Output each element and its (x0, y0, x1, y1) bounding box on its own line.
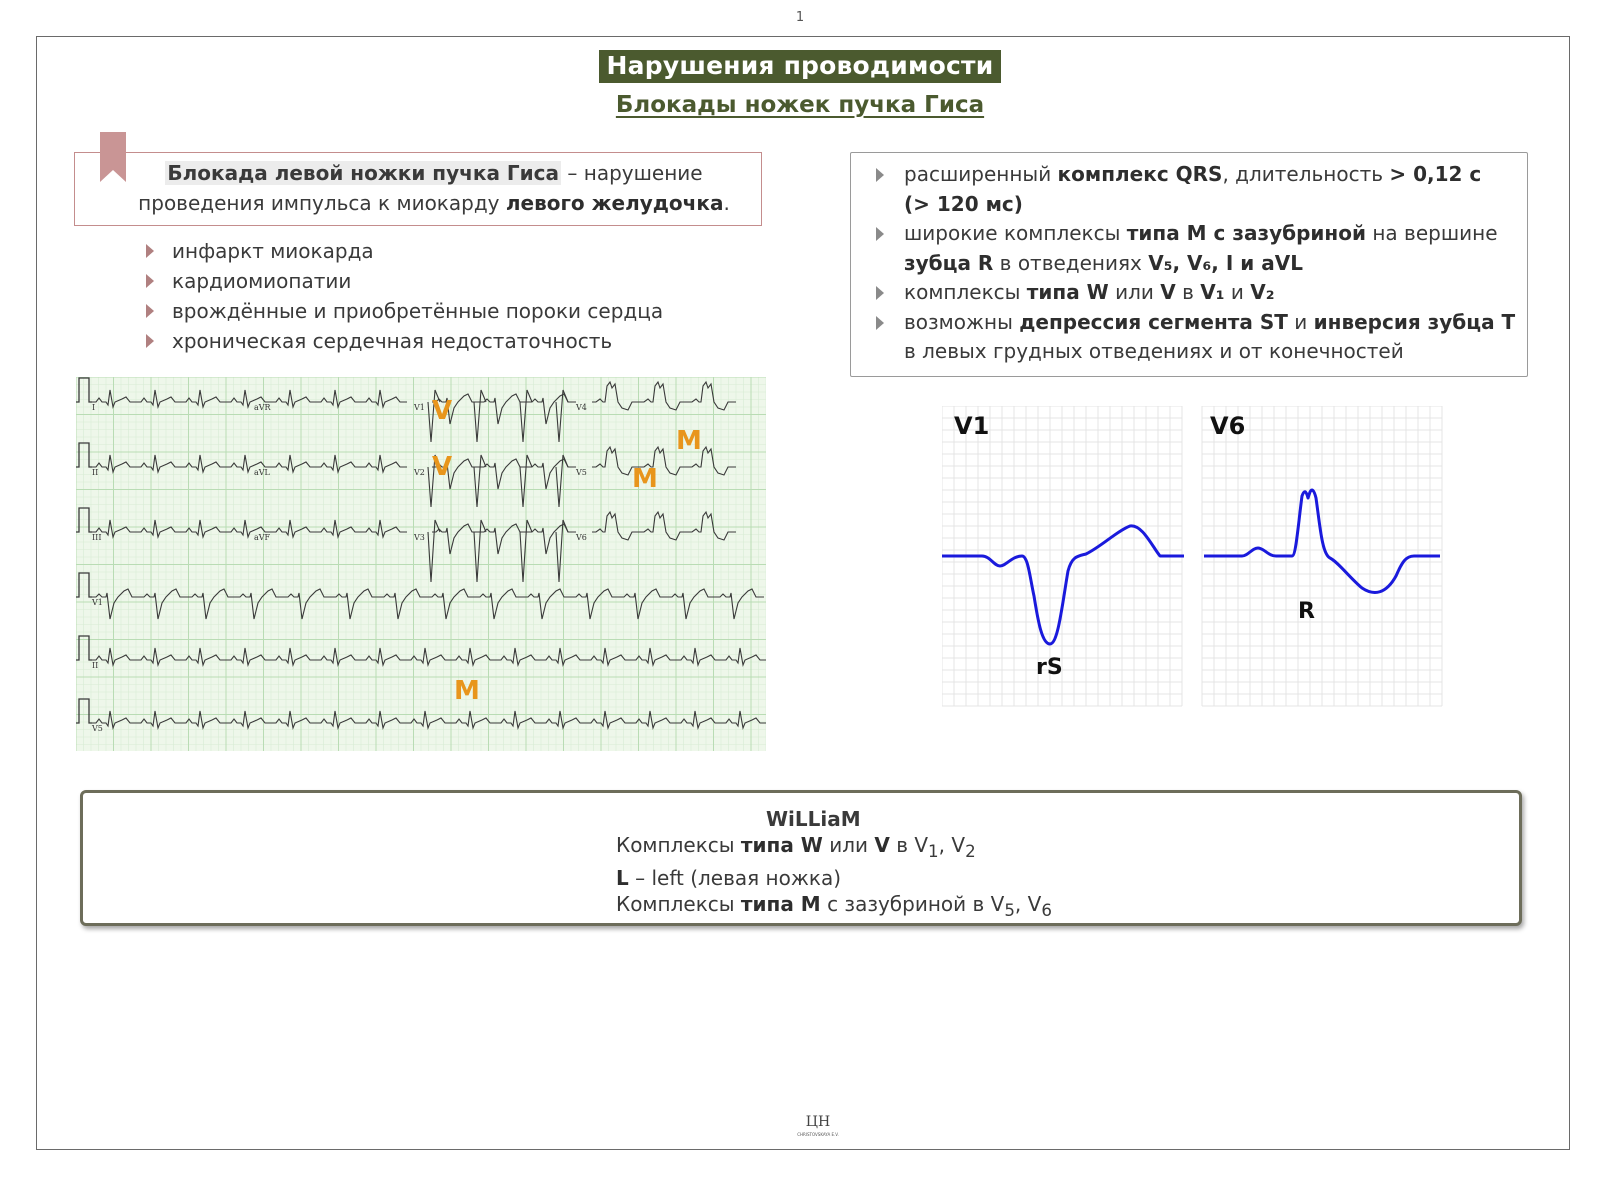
bullet-arrow-icon (146, 334, 154, 348)
definition-text-1: – нарушение (561, 161, 703, 185)
lead-label: V2 (414, 468, 425, 477)
mnemonic-line-3: Комплексы типа М с зазубриной в $V_5$, $V_6$ (616, 892, 1052, 920)
v1-label: V1 (954, 412, 990, 440)
criteria-text: в левых грудных отведениях и от конечностей (904, 339, 1404, 363)
mnemonic-text (616, 806, 1436, 924)
schematic-ecg-image (942, 406, 1450, 716)
criteria-bold: V₅, V₆, I и aVL (1148, 250, 1303, 275)
lead-label: V4 (576, 403, 587, 412)
lead-label: III (92, 533, 102, 542)
causes-list (146, 236, 663, 356)
list-item (876, 278, 1516, 308)
logo-mark: ЦН (805, 1114, 831, 1130)
mnemonic-line-2: L – left (левая ножка) (616, 866, 842, 890)
criteria-text: расширенный (904, 162, 1058, 186)
criteria-bold: > 0,12 с (1389, 162, 1482, 186)
definition-text-2: проведения импульса к миокарду (138, 191, 506, 215)
lead-label: V1 (92, 598, 103, 607)
lead-label: V5 (576, 468, 587, 477)
definition-bold: левого желудочка (505, 191, 724, 215)
ecg-annotation: V (432, 452, 453, 482)
lead-label: V6 (576, 533, 587, 542)
criteria-bold: типа М с зазубриной (1126, 221, 1366, 245)
ecg-annotation: M (676, 426, 702, 456)
criteria-list (876, 160, 1516, 367)
criteria-bold: зубца R (904, 250, 994, 275)
bullet-arrow-icon (876, 316, 884, 330)
page-subtitle: Блокады ножек пучка Гиса (615, 92, 985, 118)
bullet-arrow-icon (876, 286, 884, 300)
bullet-arrow-icon (876, 227, 884, 241)
definition-end: . (723, 191, 730, 215)
list-item (146, 326, 663, 356)
author-logo (786, 1110, 850, 1142)
ecg-annotation: M (632, 464, 658, 494)
ecg-strip-image (76, 377, 766, 751)
bullet-arrow-icon (876, 168, 884, 182)
cause-text: хроническая сердечная недостаточность (172, 329, 613, 353)
criteria-text: и (1224, 280, 1251, 304)
criteria-bold: депрессия сегмента ST (1019, 309, 1288, 334)
page-number: 1 (795, 10, 805, 25)
criteria-text: или (1108, 280, 1161, 304)
lead-label: II (92, 468, 99, 477)
lead-label: V5 (92, 724, 103, 733)
criteria-bold: инверсия зубца Т (1313, 309, 1516, 334)
logo-caption: CHRISTOVSKAYA E.V. (797, 1132, 839, 1137)
lead-label: I (92, 403, 96, 412)
rs-wave-label: rS (1036, 655, 1063, 680)
criteria-bold: V (1160, 280, 1176, 304)
criteria-bold: типа W (1026, 280, 1109, 304)
list-item (146, 236, 663, 266)
lead-label: aVR (254, 403, 271, 412)
criteria-text: комплексы (904, 280, 1027, 304)
criteria-text: и (1287, 309, 1314, 334)
lead-label: V3 (414, 533, 425, 542)
criteria-text: широкие комплексы (904, 221, 1127, 245)
criteria-text: возможны (904, 309, 1020, 334)
definition-term: Блокада левой ножки пучка Гиса (167, 161, 560, 185)
criteria-bold: (> 120 мс) (904, 191, 1023, 216)
criteria-text: в отведениях (993, 250, 1149, 275)
lead-label: aVF (254, 533, 271, 542)
criteria-text: в (1175, 280, 1201, 304)
bullet-arrow-icon (146, 274, 154, 288)
v6-label: V6 (1210, 412, 1246, 440)
bullet-arrow-icon (146, 244, 154, 258)
ecg-annotation: V (432, 396, 453, 426)
cause-text: кардиомиопатии (172, 269, 352, 293)
page-title-wrap (0, 50, 1600, 83)
lead-label: aVL (254, 468, 270, 477)
list-item (876, 308, 1516, 367)
page-title: Нарушения проводимости (599, 50, 1002, 83)
lead-label: II (92, 661, 99, 670)
definition-text (94, 158, 774, 218)
cause-text: инфаркт миокарда (172, 239, 374, 263)
bullet-arrow-icon (146, 304, 154, 318)
list-item (146, 296, 663, 326)
list-item (146, 266, 663, 296)
cause-text: врождённые и приобретённые пороки сердца (172, 299, 664, 323)
r-wave-label: R (1298, 599, 1315, 624)
criteria-bold: V₁ (1200, 280, 1225, 304)
mnemonic-line-1: Комплексы типа W или V в $V_1$, $V_2$ (616, 833, 976, 861)
criteria-text: на вершине (1365, 221, 1498, 245)
criteria-text: , длительность (1222, 162, 1390, 186)
list-item (876, 160, 1516, 219)
criteria-bold: комплекс QRS (1057, 162, 1223, 186)
ecg-annotation: M (454, 676, 480, 706)
lead-label: V1 (414, 403, 425, 412)
list-item (876, 219, 1516, 278)
mnemonic-title: WiLLiaM (766, 807, 861, 831)
criteria-bold: V₂ (1250, 280, 1275, 304)
